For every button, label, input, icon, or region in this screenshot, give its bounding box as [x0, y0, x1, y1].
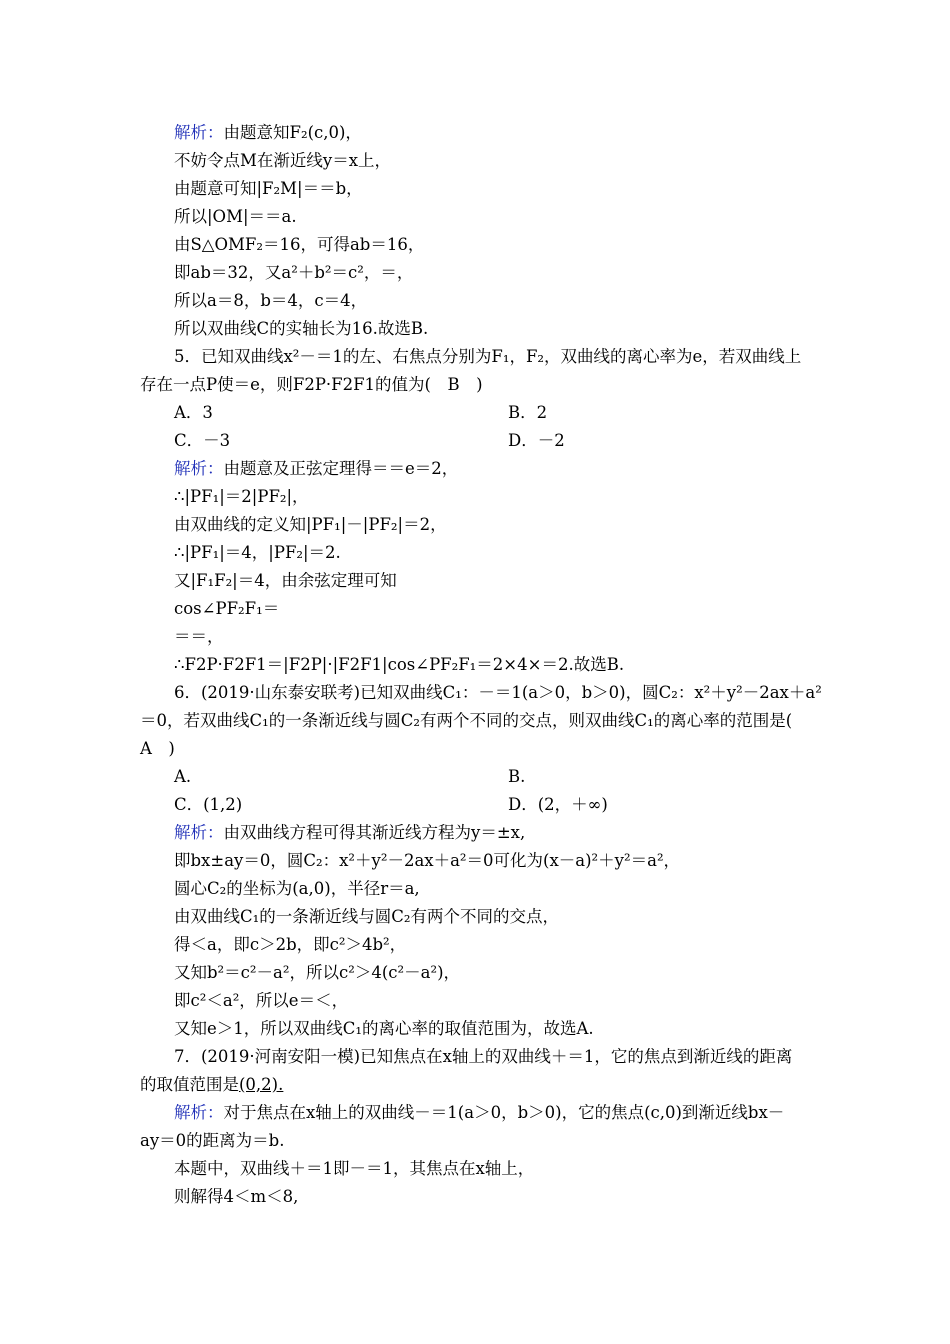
- question-6-option-b: B.: [508, 767, 526, 786]
- question-6-stem-1: 6．(2019·山东泰安联考)已知双曲线C₁：－＝1(a＞0，b＞0)，圆C₂：x²＋y²－2ax＋a²: [174, 683, 822, 702]
- solution-6-line-1: 解析：由双曲线方程可得其渐近线方程为y＝±x,: [174, 823, 526, 842]
- solution-4-line-4: 所以|OM|＝＝a.: [174, 207, 297, 226]
- solution-4-line-3: 由题意可知|F₂M|＝＝b，: [174, 179, 363, 198]
- solution-5-line-1: 解析：由题意及正弦定理得＝＝e＝2，: [174, 459, 459, 478]
- solution-5-line-5: 又|F₁F₂|＝4，由余弦定理可知: [174, 571, 397, 590]
- question-7-stem-2: 的取值范围是(0,2).: [140, 1075, 284, 1094]
- solution-5-line-7: ＝＝，: [174, 627, 224, 646]
- solution-label: 解析：: [174, 1103, 224, 1122]
- solution-6-line-8: 又知e＞1，所以双曲线C₁的离心率的取值范围为，故选A.: [174, 1019, 594, 1038]
- solution-6-line-4: 由双曲线C₁的一条渐近线与圆C₂有两个不同的交点，: [174, 907, 559, 926]
- question-5-option-d: D．－2: [508, 431, 565, 450]
- solution-label: 解析：: [174, 823, 224, 842]
- question-5-stem-1: 5．已知双曲线x²－＝1的左、右焦点分别为F₁，F₂，双曲线的离心率为e，若双曲线上: [174, 347, 802, 366]
- question-5-stem-2: 存在一点P使＝e，则F2P·F2F1的值为( B ): [140, 375, 483, 394]
- question-6-stem-3: A ): [140, 739, 175, 758]
- solution-5-line-4: ∴|PF₁|＝4，|PF₂|＝2.: [174, 543, 341, 562]
- question-6-option-a: A.: [174, 767, 192, 786]
- question-5-option-a: A．3: [174, 403, 213, 422]
- question-6-stem-2: ＝0，若双曲线C₁的一条渐近线与圆C₂有两个不同的交点，则双曲线C₁的离心率的范围是(: [140, 711, 793, 730]
- question-6-option-c: C．(1,2): [174, 795, 243, 814]
- solution-6-line-3: 圆心C₂的坐标为(a,0)，半径r＝a,: [174, 879, 420, 898]
- solution-label: 解析：: [174, 459, 224, 478]
- solution-5-line-3: 由双曲线的定义知|PF₁|－|PF₂|＝2，: [174, 515, 447, 534]
- solution-6-line-7: 即c²＜a²，所以e＝＜，: [174, 991, 349, 1010]
- solution-4-line-6: 即ab＝32，又a²＋b²＝c²，＝，: [174, 263, 414, 282]
- question-6-option-d: D．(2，＋∞): [508, 795, 608, 814]
- solution-7-line-1: 解析：对于焦点在x轴上的双曲线－＝1(a＞0，b＞0)，它的焦点(c,0)到渐近线bx－: [174, 1103, 785, 1122]
- solution-4-line-7: 所以a＝8，b＝4，c＝4，: [174, 291, 368, 310]
- solution-5-line-2: ∴|PF₁|＝2|PF₂|，: [174, 487, 309, 506]
- solution-7-line-2: ay＝0的距离为＝b.: [140, 1131, 285, 1150]
- solution-7-line-3: 本题中，双曲线＋＝1即－＝1，其焦点在x轴上，: [174, 1159, 535, 1178]
- question-5-option-c: C．－3: [174, 431, 231, 450]
- solution-label: 解析：: [174, 123, 224, 142]
- solution-4-line-2: 不妨令点M在渐近线y＝x上，: [174, 151, 392, 170]
- solution-4-line-8: 所以双曲线C的实轴长为16.故选B.: [174, 319, 429, 338]
- question-5-option-b: B．2: [508, 403, 548, 422]
- solution-6-line-2: 即bx±ay＝0，圆C₂：x²＋y²－2ax＋a²＝0可化为(x－a)²＋y²＝a²，: [174, 851, 681, 870]
- solution-5-line-8: ∴F2P·F2F1＝|F2P|·|F2F1|cos∠PF₂F₁＝2×4×＝2.故选B.: [174, 655, 625, 674]
- question-7-stem-1: 7．(2019·河南安阳一模)已知焦点在x轴上的双曲线＋＝1，它的焦点到渐近线的距离: [174, 1047, 793, 1066]
- solution-4-line-1: 解析：由题意知F₂(c,0)，: [174, 123, 362, 142]
- solution-6-line-5: 得＜a，即c＞2b，即c²＞4b²，: [174, 935, 407, 954]
- solution-4-line-5: 由S△OMF₂＝16，可得ab＝16，: [174, 235, 425, 254]
- solution-5-line-6: cos∠PF₂F₁＝: [174, 599, 280, 618]
- solution-6-line-6: 又知b²＝c²－a²，所以c²＞4(c²－a²)，: [174, 963, 461, 982]
- question-7-answer: (0,2).: [239, 1075, 284, 1094]
- solution-7-line-4: 则解得4＜m＜8,: [174, 1187, 299, 1206]
